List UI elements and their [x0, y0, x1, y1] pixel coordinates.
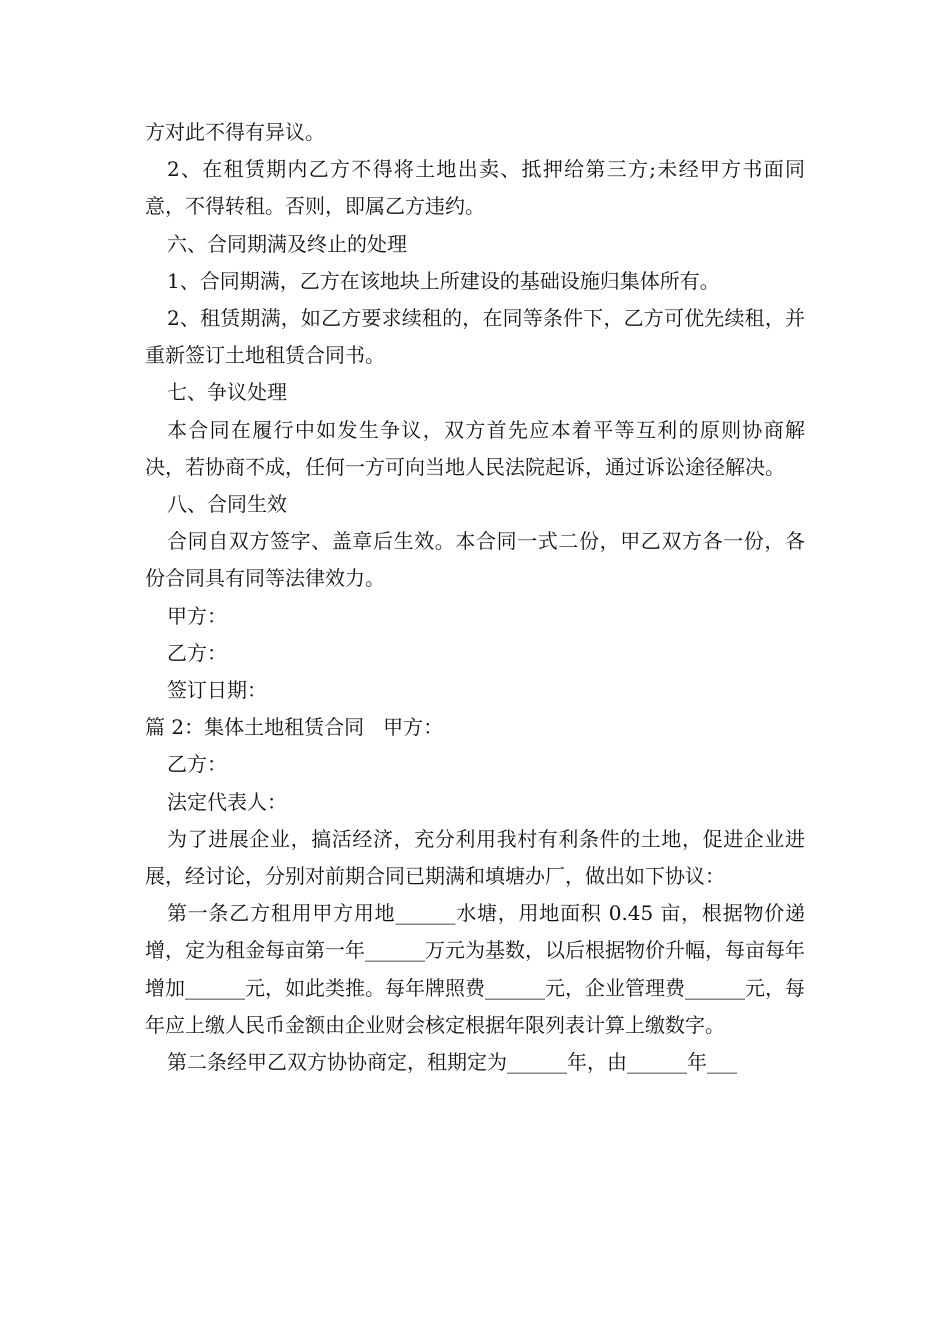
signature-label-date: 签订日期：: [167, 678, 267, 703]
section-heading: 八、合同生效: [167, 492, 287, 517]
paragraph: 1、合同期满，乙方在该地块上所建设的基础设施归集体所有。: [167, 268, 720, 293]
article-2: 第二条经甲乙双方协协商定，租期定为______年，由______年___: [167, 1050, 737, 1075]
document-page: [145, 114, 805, 1081]
contract-title: 篇 2：集体土地租赁合同 甲方：: [145, 715, 444, 740]
signature-label-party-b: 乙方：: [167, 640, 227, 665]
paragraph: 为了进展企业，搞活经济，充分利用我村有利条件的土地，促进企业进展，经讨论，分别对前期合同已期满和填塘办厂，做出如下协议：: [145, 826, 805, 889]
paragraph: 2、在租赁期内乙方不得将土地出卖、抵押给第三方;未经甲方书面同意，不得转租。否则，即属乙方违约。: [145, 157, 805, 219]
signature-label-party-a: 甲方：: [167, 603, 227, 628]
legal-representative-label: 法定代表人：: [167, 789, 287, 814]
paragraph: 合同自双方签字、盖章后生效。本合同一式二份，甲乙双方各一份，各份合同具有同等法律效力。: [145, 529, 805, 591]
paragraph: 本合同在履行中如发生争议，双方首先应本着平等互利的原则协商解决，若协商不成，任何一方可向当地人民法院起诉，通过诉讼途径解决。: [145, 417, 805, 479]
article-1: 第一条乙方租用甲方用地______水塘，用地面积 0.45 亩，根据物价递增，定为租金每亩第一年______万元为基数，以后根据物价升幅，每亩每年增加______元，如此类推。每年牌照费______元，企业管理费______元，每年应上缴人民币金额由企业财会核定根据年限列表计算上缴数字。: [145, 901, 805, 1037]
section-heading: 六、合同期满及终止的处理: [167, 231, 407, 256]
section-heading: 七、争议处理: [167, 380, 287, 405]
paragraph: 2、租赁期满，如乙方要求续租的，在同等条件下，乙方可优先续租，并重新签订土地租赁合同书。: [145, 306, 805, 368]
paragraph: 方对此不得有异议。: [145, 120, 325, 144]
party-b-label: 乙方：: [167, 752, 227, 777]
